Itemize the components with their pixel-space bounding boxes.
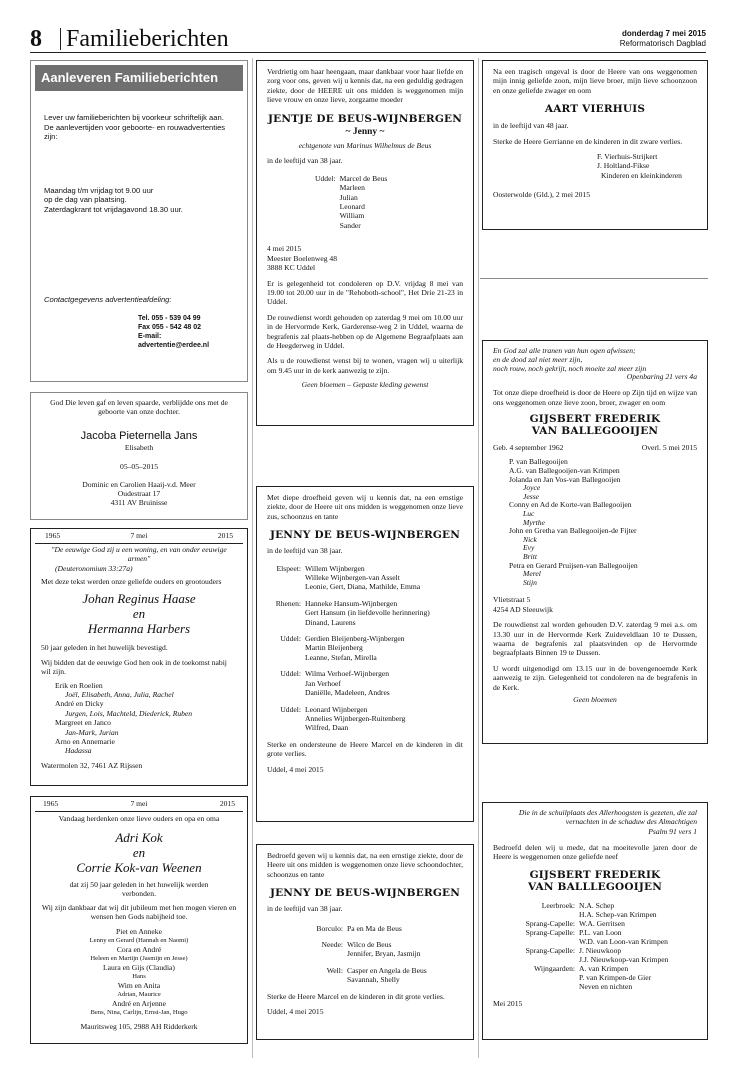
obit-wish: Sterke de Heere Gerrianne en de kinderen in dit zware verlies.	[493, 136, 683, 146]
family-place: Uddel:	[315, 173, 336, 183]
obit-spouse: echtgenote van Marinus Wilhelmus de Beus	[298, 141, 432, 151]
family-line: A. van Krimpen	[579, 963, 629, 973]
obit-date: Oosterwolde (Gld.), 2 mei 2015	[493, 190, 591, 200]
obituary-ballegooijen-family	[482, 802, 708, 1040]
family-group	[493, 901, 697, 919]
family-line: W.D. van Loon-van Krimpen	[579, 936, 668, 946]
family-line: Gert Hansum (in liefdevolle herinnering)	[305, 608, 430, 618]
anniv-address: Mauritsweg 105, 2988 AH Ridderkerk	[80, 1022, 198, 1032]
obit-invite: U wordt uitgenodigd om 13.15 uur in de bovengenoemde Kerk aanwezig te zijn. Gelegenheid tot condoleren na de begrafenis in de Kerk.	[493, 663, 697, 692]
verse-ref: Psalm 91 vers 1	[648, 826, 697, 836]
header-meta	[620, 29, 706, 49]
family-line: Joël, Elisabeth, Anna, Julia, Rachel	[65, 690, 174, 700]
family-line: André en Dicky	[55, 699, 104, 709]
family-line: Jolanda en Jan Vos-van Ballegooijen	[509, 474, 621, 484]
family-line: J. Holtland-Fikse	[597, 161, 650, 171]
family-group	[493, 964, 697, 991]
verse-line: En God zal alle tranen van hun ogen afwissen;	[493, 346, 636, 355]
obit-intro: Bedroefd delen wij u mede, dat na moeitevolle jaren door de Heere is weggenomen onze geliefde neef	[493, 843, 697, 862]
anniv-family	[41, 681, 237, 756]
obit-name: JENNY DE BEUS-WIJNBERGEN	[269, 529, 461, 542]
family-place: Sprang-Capelle:	[525, 945, 575, 955]
family-group	[267, 599, 463, 627]
family-line: Jennifer, Bryan, Jasmijn	[347, 949, 421, 959]
family-line: Leanne, Stefan, Mirella	[305, 652, 377, 662]
birth-city: 4311 AV Bruinisse	[110, 498, 168, 508]
family-line: Julian	[339, 192, 358, 202]
family-line: Wilma Verhoef-Wijnbergen	[305, 669, 390, 679]
obit-intro: Na een tragisch ongeval is door de Heere van ons weggenomen mijn innig geliefde zoon, mijn lieve broer, mijn lieve schoonzoon en onze geliefde zwager en oom	[493, 67, 697, 95]
anniv-name2: Hermanna Harbers	[87, 621, 191, 637]
family-line: Leonie, Gert, Diana, Mathilde, Emma	[305, 582, 421, 592]
family-line: Wim en Anita	[117, 981, 161, 991]
submission-info-box	[30, 60, 248, 382]
obit-date: Uddel, 4 mei 2015	[267, 764, 324, 774]
anniv-rule	[35, 811, 243, 812]
obit-name: JENNY DE BEUS-WIJNBERGEN	[269, 887, 461, 900]
obit-city: 4254 AD Sleeuwijk	[493, 604, 553, 614]
anniv-verse: "De eeuwige God zij u een woning, en van onder eeuwige armen"	[51, 545, 227, 563]
family-group	[267, 705, 463, 733]
contact-label: Contactgegevens advertentieafdeling:	[44, 294, 172, 304]
family-place: Borculo:	[316, 923, 343, 933]
family-line: Neven en nichten	[579, 981, 633, 991]
anniv-en: en	[132, 844, 146, 860]
verse-line: en de dood zal niet meer zijn,	[493, 354, 583, 364]
anniv-years	[39, 799, 239, 808]
family-line: William	[339, 211, 365, 221]
anniv-family	[39, 927, 239, 1017]
obit-family	[267, 174, 463, 230]
anniv-years	[41, 531, 237, 540]
family-line: Sander	[339, 220, 361, 230]
anniv-to: 2015	[219, 799, 235, 808]
obit-date: 4 mei 2015	[267, 244, 302, 254]
family-line: Dinand, Laurens	[305, 617, 356, 627]
header-rule	[30, 52, 706, 53]
family-line: Wilco de Beus	[347, 940, 392, 950]
family-line: Conny en Ad de Korte-van Ballegooijen	[509, 500, 632, 510]
family-group	[493, 919, 697, 928]
obit-intro: Tot onze diepe droefheid is door de Heere op Zijn tijd en wijze van ons weggenomen onze lieve zoon, broer, zwager en oom	[493, 388, 697, 407]
anniv-line2: Wij zijn dankbaar dat wij dit jubileum met hen mogen vieren en wensen hen Gods nabijheid toe.	[41, 902, 237, 922]
obit-name-2: VAN BALLEGOOIJEN	[531, 425, 659, 437]
family-line: Laura en Gijs (Claudia)	[103, 963, 175, 973]
obit-age: in de leeftijd van 38 jaar.	[267, 904, 343, 914]
family-line: Luc	[523, 508, 535, 518]
family-line: Merel	[523, 569, 541, 579]
obituary-vierhuis	[482, 60, 708, 230]
birth-parents: Dominic en Carolien Haaij-v.d. Meer	[82, 479, 196, 489]
family-line: Kinderen en kleinkinderen	[601, 170, 682, 180]
section-title: Familieberichten	[66, 26, 229, 52]
birth-announcement	[30, 392, 248, 520]
anniv-verse-ref: (Deuteronomium 33:27a)	[55, 563, 133, 573]
obituary-jentje	[256, 60, 474, 426]
obit-family	[493, 152, 697, 180]
family-line: André en Arjenne	[112, 999, 166, 1009]
family-line: Willeke Wijnbergen-van Asselt	[305, 573, 400, 583]
family-group	[267, 564, 463, 592]
family-line: Martin Bleijenberg	[305, 643, 363, 653]
anniversary-kok	[30, 796, 248, 1044]
contact-fax: Fax 055 - 542 48 02	[138, 324, 202, 332]
family-line: Hans	[132, 973, 146, 981]
birth-street: Oudestraat 17	[117, 489, 161, 499]
family-line: Daniëlle, Madeleen, Andres	[305, 688, 390, 698]
family-line: Nick	[523, 534, 537, 544]
header-date: donderdag 7 mei 2015	[621, 29, 706, 38]
family-line: Petra en Gerard Pruijsen-van Ballegooijen	[509, 560, 638, 570]
family-line: Leonard Wijnbergen	[305, 704, 368, 714]
obit-flowers: Geen bloemen	[573, 694, 617, 704]
family-line: Casper en Angela de Beus	[347, 965, 427, 975]
family-line: J.J. Nieuwkoop-van Krimpen	[579, 954, 669, 964]
family-place: Neede:	[321, 940, 343, 950]
obit-name: JENTJE DE BEUS-WIJNBERGEN	[268, 112, 462, 125]
family-line: Leonard	[339, 202, 365, 212]
family-line: Piet en Anneke	[116, 927, 162, 937]
obit-died: Overl. 5 mei 2015	[641, 443, 697, 452]
submission-title: Aanleveren Familieberichten	[35, 65, 243, 91]
family-line: Myrthe	[523, 517, 545, 527]
time-line: Maandag t/m vrijdag tot 9.00 uur	[44, 185, 154, 195]
anniv-rule	[35, 543, 243, 544]
anniv-month: 7 mei	[130, 799, 148, 808]
family-line: P.L. van Loon	[579, 927, 622, 937]
obit-name: AART VIERHUIS	[544, 103, 646, 116]
obit-closing: Sterke en ondersteune de Heere Marcel en de kinderen in dit grote verlies.	[267, 739, 463, 759]
anniv-name2: Corrie Kok-van Weenen	[76, 859, 202, 875]
obit-name: GIJSBERT FREDERIK	[529, 413, 661, 425]
family-place: Sprang-Capelle:	[525, 927, 575, 937]
family-place: Sprang-Capelle:	[525, 918, 575, 928]
family-place: Wijngaarden:	[533, 963, 575, 973]
page-number: 8	[30, 26, 42, 52]
obit-flowers: Geen bloemen – Gepaste kleding gewenst	[301, 380, 429, 390]
family-place: Elspeet:	[276, 563, 301, 573]
obit-city: 3888 KC Uddel	[267, 263, 316, 273]
anniv-from: 1965	[43, 799, 59, 808]
header-divider	[60, 28, 61, 50]
family-line: H.A. Schep-van Krimpen	[579, 909, 657, 919]
family-place: Uddel:	[280, 704, 301, 714]
family-line: Marcel de Beus	[339, 173, 388, 183]
family-line: Margreet en Janco	[55, 718, 111, 728]
family-line: Pa en Ma de Beus	[347, 923, 402, 933]
obit-verse	[493, 347, 697, 382]
section-rule	[480, 278, 708, 279]
family-line: Britt	[523, 551, 537, 561]
anniv-from: 1965	[45, 531, 61, 540]
family-place: Uddel:	[280, 669, 301, 679]
obit-street: Vlietstraat 5	[493, 595, 531, 605]
obit-age: in de leeftijd van 48 jaar.	[493, 121, 569, 131]
family-line: Wilfred, Daan	[305, 723, 349, 733]
family-line: F. Vierhuis-Strijkert	[597, 152, 658, 162]
obit-age: in de leeftijd van 38 jaar.	[267, 546, 343, 556]
column-divider	[478, 58, 479, 1058]
family-line: Arno en Annemarie	[55, 737, 115, 747]
anniv-wish: Wij bidden dat de eeuwige God hen ook in de toekomst nabij wil zijn.	[41, 657, 227, 677]
family-line: Joyce	[523, 483, 541, 493]
birth-nickname: Elisabeth	[124, 442, 154, 452]
family-line: Evy	[523, 543, 535, 553]
family-line: A.G. van Ballegooijen-van Krimpen	[509, 466, 620, 475]
time-line: op de dag van plaatsing.	[44, 195, 127, 205]
obit-closing: Sterke de Heere Marcel en de kinderen in dit grote verlies.	[267, 991, 445, 1001]
obit-name: GIJSBERT FREDERIK	[529, 868, 661, 881]
verse-line: noch rouw, noch gekrijt, noch moeite zal meer zijn	[493, 363, 647, 373]
family-line: Erik en Roelien	[55, 680, 103, 690]
family-line: Cora en André	[116, 945, 162, 955]
family-group	[493, 928, 697, 946]
obit-attend: Als u de rouwdienst wenst bij te wonen, vragen wij u uiterlijk om 9.45 uur in de kerk aanwezig te zijn.	[267, 356, 463, 375]
anniv-month: 7 mei	[130, 531, 148, 540]
family-line: Stijn	[523, 577, 537, 587]
obit-dates	[493, 443, 697, 452]
contact-tel: Tel. 055 - 539 04 99	[138, 315, 201, 323]
anniv-married: 50 jaar geleden in het huwelijk bevestigd.	[41, 643, 168, 653]
family-line: P. van Ballegooijen	[509, 457, 568, 467]
obit-intro: Met diepe droefheid geven wij u kennis dat, na een ernstige ziekte, door de Heere uit ons midden is weggenomen onze lieve zus, schoonzus en tante	[267, 493, 463, 521]
obit-name-2: VAN BALLLEGOOIJEN	[527, 880, 663, 893]
obit-street: Meester Boelenweg 48	[267, 253, 338, 263]
obit-family	[267, 924, 463, 985]
family-line: Jesse	[523, 491, 540, 501]
birth-verse: God Die leven gaf en leven spaarde, verblijdde ons met de geboorte van onze dochter.	[50, 398, 228, 417]
anniv-name1: Adri Kok	[115, 829, 163, 845]
family-line: Adrian, Maurice	[117, 991, 161, 999]
family-line: Jan Verhoef	[305, 678, 341, 688]
obit-date: Mei 2015	[493, 998, 523, 1008]
obit-service: De rouwdienst zal worden gehouden D.V. zaterdag 9 mei a.s. om 13.30 uur in de Hervormde Kerk Zuideveldlaan 10 te Dussen, waarna de begrafenis zal plaatsvinden op de Hervormde begraafplaats Binnen 19 te Dussen.	[493, 620, 697, 658]
family-line: Jurgen, Lois, Machteld, Diederick, Ruben	[65, 708, 193, 718]
family-line: Hanneke Hansum-Wijnbergen	[305, 598, 398, 608]
family-group	[267, 634, 463, 662]
obit-verse: Die in de schuilplaats des Allerhoogsten is gezeten, die zal vernachten in de schaduw des Almachtigen	[518, 808, 697, 826]
family-group	[267, 924, 463, 933]
submission-intro: Lever uw familieberichten bij voorkeur schriftelijk aan. De aanlevertijden voor geboorte- en rouwadvertenties zijn:	[44, 113, 226, 142]
family-line: Lenny en Gerard (Hannah en Naomi)	[89, 937, 189, 945]
submission-times	[44, 186, 234, 215]
contact-email[interactable]: E-mail: advertentie@erdee.nl	[138, 333, 210, 350]
obit-intro: Bedroefd geven wij u kennis dat, na een ernstige ziekte, door de Heere uit ons midden is weggenomen onze lieve schoondochter, schoonzus en tante	[267, 851, 463, 879]
obit-intro: Verdrietig om haar heengaan, maar dankbaar voor haar liefde en zorg voor ons, geven wij u kennis dat, na een geduldig gedragen ziekte, door de HEERE uit ons midden is weggenomen mijn lieve vrouw en onze lieve, zorgzame moeder	[267, 67, 463, 105]
anniv-address: Watermolen 32, 7461 AZ Rijssen	[41, 760, 143, 770]
family-line: Heleen en Martijn (Jasmijn en Jesse)	[90, 955, 188, 963]
family-line: Willem Wijnbergen	[305, 563, 365, 573]
family-line: Marleen	[339, 183, 365, 193]
anniv-to: 2015	[217, 531, 233, 540]
header-paper: Reformatorisch Dagblad	[619, 39, 706, 48]
time-line: Zaterdagkrant tot vrijdagavond 18.30 uur.	[44, 204, 183, 214]
obit-service: De rouwdienst wordt gehouden op zaterdag 9 mei om 10.00 uur in de Hervormde Kerk, Garderense-weg 2 in Uddel, waarna de begrafenis zal plaats-hebben op de Algemene Begraafplaats aan de Heegderweg in Uddel.	[267, 312, 463, 350]
family-group	[267, 940, 463, 959]
anniv-line1: dat zij 50 jaar geleden in het huwelijk werden verbonden.	[69, 879, 209, 899]
family-line: John en Gretha van Ballegooijen-de Fijter	[509, 526, 637, 536]
family-group	[493, 946, 697, 964]
family-line: Hadassa	[65, 746, 92, 756]
family-line: N.A. Schep	[579, 900, 615, 910]
obit-family	[493, 901, 697, 991]
family-place: Uddel:	[280, 634, 301, 644]
family-line: P. van Krimpen-de Gier	[579, 972, 652, 982]
obit-born: Geb. 4 september 1962	[493, 443, 564, 452]
family-line: Bens, Nina, Carlijn, Ernst-Jan, Hugo	[90, 1009, 188, 1017]
obituary-ballegooijen	[482, 340, 708, 744]
obit-age: in de leeftijd van 38 jaar.	[267, 156, 343, 166]
family-line: Annelies Wijnbergen-Ruitenberg	[305, 713, 406, 723]
family-line: W.A. Gerritsen	[579, 918, 625, 928]
obit-condole: Er is gelegenheid tot condoleren op D.V. vrijdag 8 mei van 19.00 tot 20.00 uur in de "Rehoboth-school", Het Drie 21-23 in Uddel.	[267, 278, 463, 307]
family-group	[267, 669, 463, 697]
family-place: Leerbroek:	[541, 900, 575, 910]
family-group	[267, 966, 463, 985]
obituary-jenny-family	[256, 486, 474, 822]
family-line: Gerdien Bleijenberg-Wijnbergen	[305, 634, 405, 644]
anniv-en: en	[132, 606, 146, 622]
anniversary-haase	[30, 528, 248, 786]
verse-ref: Openbaring 21 vers 4a	[626, 372, 697, 382]
family-line: Savannah, Shelly	[347, 975, 400, 985]
anniv-intro: Met deze tekst werden onze geliefde ouders en grootouders	[41, 577, 222, 586]
family-place: Well:	[326, 965, 343, 975]
obit-date: Uddel, 4 mei 2015	[267, 1007, 324, 1017]
family-line: J. Nieuwkoop	[579, 945, 622, 955]
family-line: Jan-Mark, Jurian	[65, 727, 119, 737]
family-place: Rhenen:	[275, 598, 301, 608]
anniv-intro: Vandaag herdenken onze lieve ouders en opa en oma	[58, 814, 220, 824]
obit-family	[493, 458, 697, 587]
obit-family	[267, 564, 463, 733]
obit-nickname: ~ Jenny ~	[345, 126, 385, 137]
anniv-name1: Johan Reginus Haase	[82, 591, 196, 607]
column-divider	[252, 58, 253, 1058]
birth-name: Jacoba Pieternella Jans	[80, 429, 198, 442]
obituary-jenny-inlaws	[256, 844, 474, 1040]
birth-date: 05–05–2015	[120, 462, 158, 472]
